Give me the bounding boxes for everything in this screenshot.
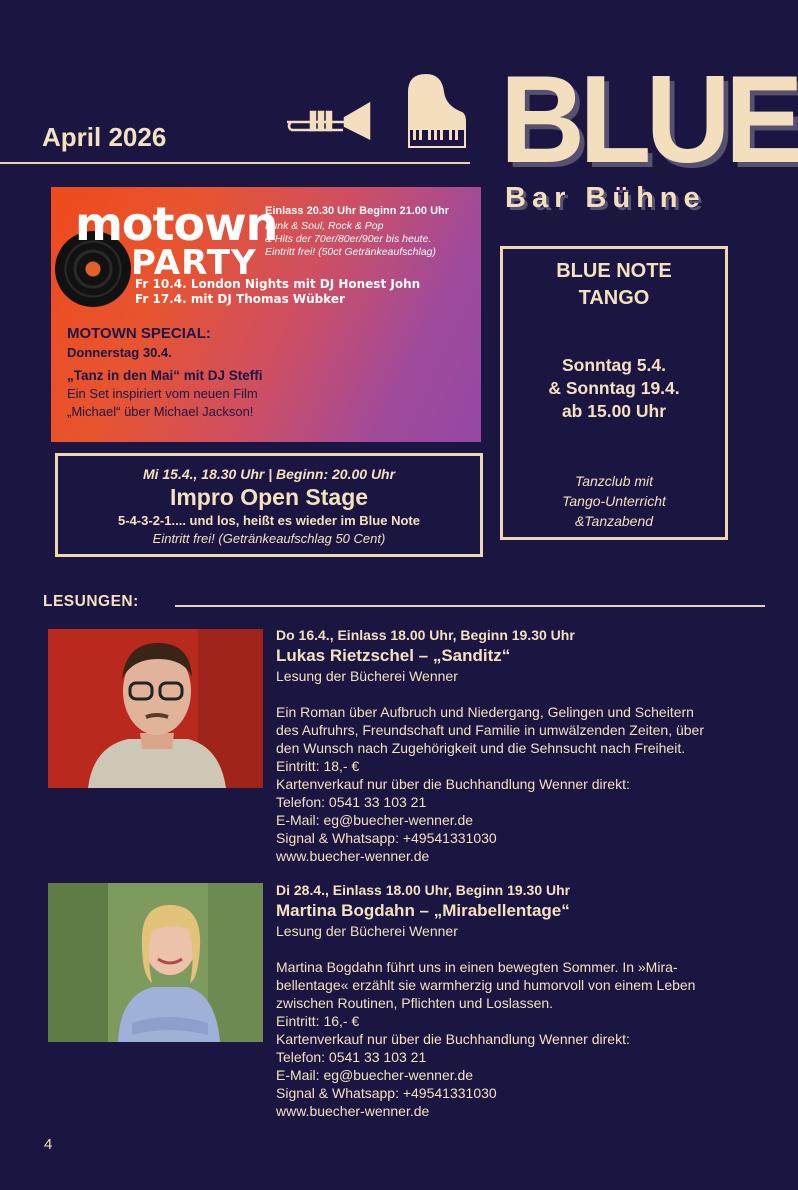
event-text-line: den Wunsch nach Zugehörigkeit und die Sehnsucht nach Freiheit.: [276, 740, 686, 756]
tango-desc-line: Tanzclub mit: [574, 473, 654, 489]
tango-title-line: TANGO: [578, 287, 650, 309]
event-phone: Telefon: 0541 33 103 21: [276, 794, 427, 810]
tango-title: [503, 258, 725, 312]
page-month-title: April 2026: [42, 122, 167, 152]
motown-date-line: Fr 17.4. mit DJ Thomas Wübker: [135, 292, 345, 306]
grand-piano-icon: [404, 72, 468, 150]
tango-title-line: BLUE NOTE: [556, 260, 672, 282]
event-title: Lukas Rietzschel – „Sanditz“: [276, 646, 511, 665]
logo-subtitle: Bar Bühne: [505, 182, 706, 214]
motown-genres-line: & Hits der 70er/80er/90er bis heute.: [265, 233, 432, 245]
event-email: E-Mail: eg@buecher-wenner.de: [276, 1067, 474, 1083]
motown-dates: [135, 277, 420, 307]
motown-genres: [265, 220, 436, 259]
motown-special-date: Donnerstag 30.4.: [67, 345, 172, 360]
motown-special-event: „Tanz in den Mai“ mit DJ Steffi: [67, 368, 263, 383]
event-text-line: Ein Roman über Aufbruch und Niedergang, Gelingen und Scheitern: [276, 704, 694, 720]
motown-desc-line: Ein Set inspiriert vom neuen Film: [67, 386, 258, 401]
event-text-line: des Aufruhrs, Freundschaft und Familie in umwälzenden Zeiten, über: [276, 722, 705, 738]
blue-note-tango-box: [500, 246, 728, 540]
event-text-line: bellentage« erzählt sie warmherzig und humorvoll von einem Leben: [276, 977, 696, 993]
trumpet-icon: [285, 100, 373, 140]
motown-genres-line: Funk & Soul, Rock & Pop: [265, 220, 384, 232]
impro-open-stage-box: [55, 453, 483, 557]
impro-date: Mi 15.4., 18.30 Uhr | Beginn: 20.00 Uhr: [142, 466, 396, 482]
event-phone: Telefon: 0541 33 103 21: [276, 1049, 427, 1065]
event-description: [276, 958, 746, 1120]
event-description: [276, 703, 746, 865]
tango-date-line: ab 15.00 Uhr: [561, 401, 667, 421]
motown-desc-line: „Michael“ über Michael Jackson!: [67, 404, 254, 419]
author-photo-lukas-rietzschel: [48, 629, 263, 788]
event-website: www.buecher-wenner.de: [276, 1103, 430, 1119]
portrait-illustration: [48, 629, 263, 788]
motown-logo-word: motown: [75, 197, 278, 251]
motown-einlass: Einlass 20.30 Uhr Beginn 21.00 Uhr: [265, 205, 450, 217]
event-price: Eintritt: 16,- €: [276, 1013, 360, 1029]
event-organizer: Lesung der Bücherei Wenner: [276, 923, 458, 939]
event-email: E-Mail: eg@buecher-wenner.de: [276, 812, 474, 828]
event-text-line: Kartenverkauf nur über die Buchhandlung Wenner direkt:: [276, 776, 630, 792]
author-photo-martina-bogdahn: [48, 883, 263, 1042]
event-date-line: Do 16.4., Einlass 18.00 Uhr, Beginn 19.30 Uhr: [276, 627, 575, 643]
party-logo-word: PARTY: [131, 243, 257, 283]
tango-desc-line: &Tanzabend: [574, 513, 654, 529]
event-date-line: Di 28.4., Einlass 18.00 Uhr, Beginn 19.30 Uhr: [276, 882, 571, 898]
portrait-illustration: [48, 883, 263, 1042]
motown-entry: Eintritt frei! (50ct Getränkeaufschlag): [265, 246, 436, 258]
event-text-line: zwischen Routinen, Pflichten und Loslassen.: [276, 995, 554, 1011]
divider: [0, 162, 470, 164]
tango-dates: [503, 354, 725, 423]
blue-logo: BLUE: [500, 51, 798, 189]
event-organizer: Lesung der Bücherei Wenner: [276, 668, 458, 684]
motown-special-desc: [67, 385, 258, 421]
event-signal: Signal & Whatsapp: +49541331030: [276, 1085, 497, 1101]
motown-party-flyer: [51, 187, 481, 442]
motown-special-title: MOTOWN SPECIAL:: [67, 325, 211, 342]
lesungen-heading: LESUNGEN:: [43, 593, 139, 610]
impro-entry: Eintritt frei! (Getränkeaufschlag 50 Cent): [152, 531, 386, 546]
tango-date-line: Sonntag 5.4.: [561, 355, 667, 375]
event-title: Martina Bogdahn – „Mirabellentage“: [276, 901, 570, 920]
page-number: 4: [44, 1136, 53, 1153]
event-text-line: Martina Bogdahn führt uns in einen bewegten Sommer. In »Mira-: [276, 959, 678, 975]
tango-date-line: & Sonntag 19.4.: [548, 378, 680, 398]
impro-title: Impro Open Stage: [169, 484, 369, 510]
event-text-line: Kartenverkauf nur über die Buchhandlung Wenner direkt:: [276, 1031, 630, 1047]
tango-desc-line: Tango-Unterricht: [562, 493, 666, 509]
event-price: Eintritt: 18,- €: [276, 758, 360, 774]
tango-description: [503, 471, 725, 531]
motown-date-line: Fr 10.4. London Nights mit DJ Honest John: [135, 277, 421, 291]
divider: [175, 605, 765, 607]
event-signal: Signal & Whatsapp: +49541331030: [276, 830, 497, 846]
event-website: www.buecher-wenner.de: [276, 848, 430, 864]
impro-subtitle: 5-4-3-2-1.... und los, heißt es wieder im Blue Note: [118, 513, 420, 528]
